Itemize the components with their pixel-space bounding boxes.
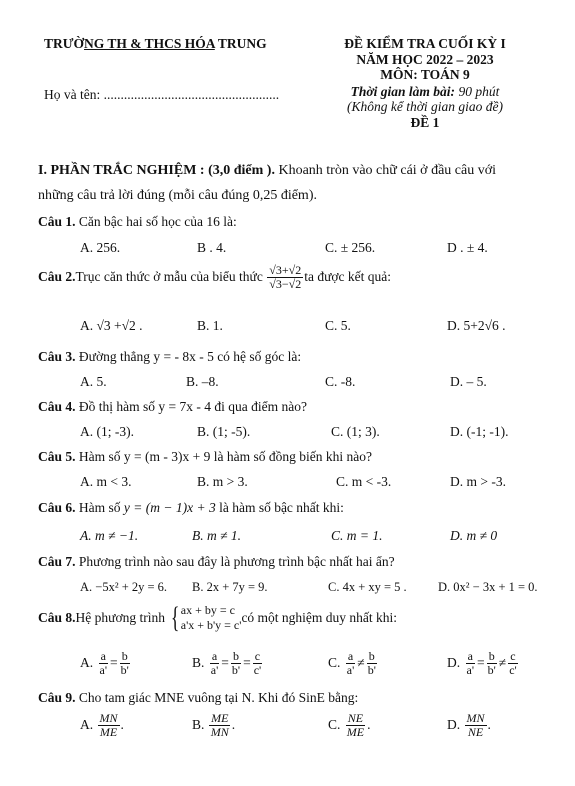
time-note: (Không kể thời gian giao đề) xyxy=(346,99,504,114)
q2-option-a[interactable]: A. √3 +√2 . xyxy=(80,318,143,333)
question-6: Câu 6. Hàm số y = (m − 1)x + 3 là hàm số bậc nhất khi: xyxy=(38,500,344,515)
student-name-field[interactable]: Họ và tên: .................................................... xyxy=(44,87,280,102)
q1-option-d[interactable]: D . ± 4. xyxy=(447,240,488,255)
question-9: Câu 9. Cho tam giác MNE vuông tại N. Khi đó SinE bằng: xyxy=(38,690,359,705)
q3-option-b[interactable]: B. –8. xyxy=(186,374,219,389)
q4-option-c[interactable]: C. (1; 3). xyxy=(331,424,380,439)
q5-option-b[interactable]: B. m > 3. xyxy=(197,474,248,489)
q9-option-d[interactable]: D. $\frac{MN}{NE}$ . xyxy=(447,711,491,739)
question-8: Câu 8. Hệ phương trình { ax + by = c a'x + b'y = c' có một nghiệm duy nhất khi: xyxy=(38,601,398,634)
q9-option-a[interactable]: A. $\frac{MN}{ME}$ . xyxy=(80,711,124,739)
exam-title: ĐỀ KIỂM TRA CUỐI KỲ I xyxy=(344,36,506,51)
q7-option-a[interactable]: A. −5x² + 2y = 6. xyxy=(80,580,168,594)
school-name: TRƯỜNG TH & THCS HÓA TRUNG xyxy=(44,36,267,51)
time-limit: Thời gian làm bài: 90 phút xyxy=(350,84,500,99)
question-4: Câu 4. Đồ thị hàm số y = 7x - 4 đi qua điểm nào? xyxy=(38,399,307,414)
exam-code: ĐỀ 1 xyxy=(410,115,440,130)
q2-expression: $\frac{√3+√2}{√3-√2}$ xyxy=(269,263,302,291)
q9-option-b[interactable]: B. $\frac{ME}{MN}$ . xyxy=(192,711,236,739)
q5-option-d[interactable]: D. m > -3. xyxy=(450,474,506,489)
question-5: Câu 5. Hàm số y = (m - 3)x + 9 là hàm số đồng biến khi nào? xyxy=(38,449,372,464)
q8-option-b[interactable]: B. $\frac{a}{a'}$ = $\frac{b}{b'}$ = $\frac{c}{c'}$ xyxy=(192,649,262,677)
q4-option-b[interactable]: B. (1; -5). xyxy=(197,424,251,439)
q8-system: { ax + by = c a'x + b'y = c' xyxy=(171,601,242,634)
q7-option-d[interactable]: D. 0x² − 3x + 1 = 0. xyxy=(438,580,538,594)
q6-option-d[interactable]: D. m ≠ 0 xyxy=(450,528,498,543)
question-1: Câu 1. Căn bậc hai số học của 16 là: xyxy=(38,214,237,229)
subject: MÔN: TOÁN 9 xyxy=(380,67,470,82)
q6-option-a[interactable]: A. m ≠ −1. xyxy=(80,528,139,543)
q4-option-d[interactable]: D. (-1; -1). xyxy=(450,424,509,439)
question-3: Câu 3. Đường thẳng y = - 8x - 5 có hệ số góc là: xyxy=(38,349,302,364)
q4-option-a[interactable]: A. (1; -3). xyxy=(80,424,134,439)
q2-option-c[interactable]: C. 5. xyxy=(325,318,351,333)
section-instruction: những câu trả lời đúng (mỗi câu đúng 0,25 điểm). xyxy=(38,188,317,203)
q2-option-d[interactable]: D. 5+2√6 . xyxy=(447,318,506,333)
q1-option-c[interactable]: C. ± 256. xyxy=(325,240,376,255)
q8-option-a[interactable]: A. $\frac{a}{a'}$ = $\frac{b}{b'}$ xyxy=(80,649,129,677)
q8-option-d[interactable]: D. $\frac{a}{a'}$ = $\frac{b}{b'}$ ≠ $\frac{c}{c'}$ xyxy=(447,649,517,677)
q7-option-b[interactable]: B. 2x + 7y = 9. xyxy=(192,580,268,594)
question-2: Câu 2. Trục căn thức ở mẫu của biểu thức $\frac{√3+√2}{√3-√2}$ ta được kết quả: xyxy=(38,263,392,291)
section-header: I. PHẦN TRẮC NGHIỆM : (3,0 điểm ). Khoanh tròn vào chữ cái ở đầu câu với xyxy=(38,163,497,178)
school-year: NĂM HỌC 2022 – 2023 xyxy=(356,52,494,67)
q7-option-c[interactable]: C. 4x + xy = 5 . xyxy=(328,580,407,594)
q3-option-d[interactable]: D. – 5. xyxy=(450,374,487,389)
q8-option-c[interactable]: C. $\frac{a}{a'}$ ≠ $\frac{b}{b'}$ xyxy=(328,649,376,677)
q9-option-c[interactable]: C. $\frac{NE}{ME}$ . xyxy=(328,711,371,739)
q1-option-a[interactable]: A. 256. xyxy=(80,240,121,255)
q5-option-a[interactable]: A. m < 3. xyxy=(80,474,132,489)
q1-option-b[interactable]: B . 4. xyxy=(197,240,227,255)
q3-option-a[interactable]: A. 5. xyxy=(80,374,107,389)
q2-option-b[interactable]: B. 1. xyxy=(197,318,223,333)
q5-option-c[interactable]: C. m < -3. xyxy=(336,474,392,489)
q6-option-b[interactable]: B. m ≠ 1. xyxy=(192,528,242,543)
question-7: Câu 7. Phương trình nào sau đây là phương trình bậc nhất hai ẩn? xyxy=(38,554,395,569)
q3-option-c[interactable]: C. -8. xyxy=(325,374,356,389)
q6-option-c[interactable]: C. m = 1. xyxy=(331,528,383,543)
